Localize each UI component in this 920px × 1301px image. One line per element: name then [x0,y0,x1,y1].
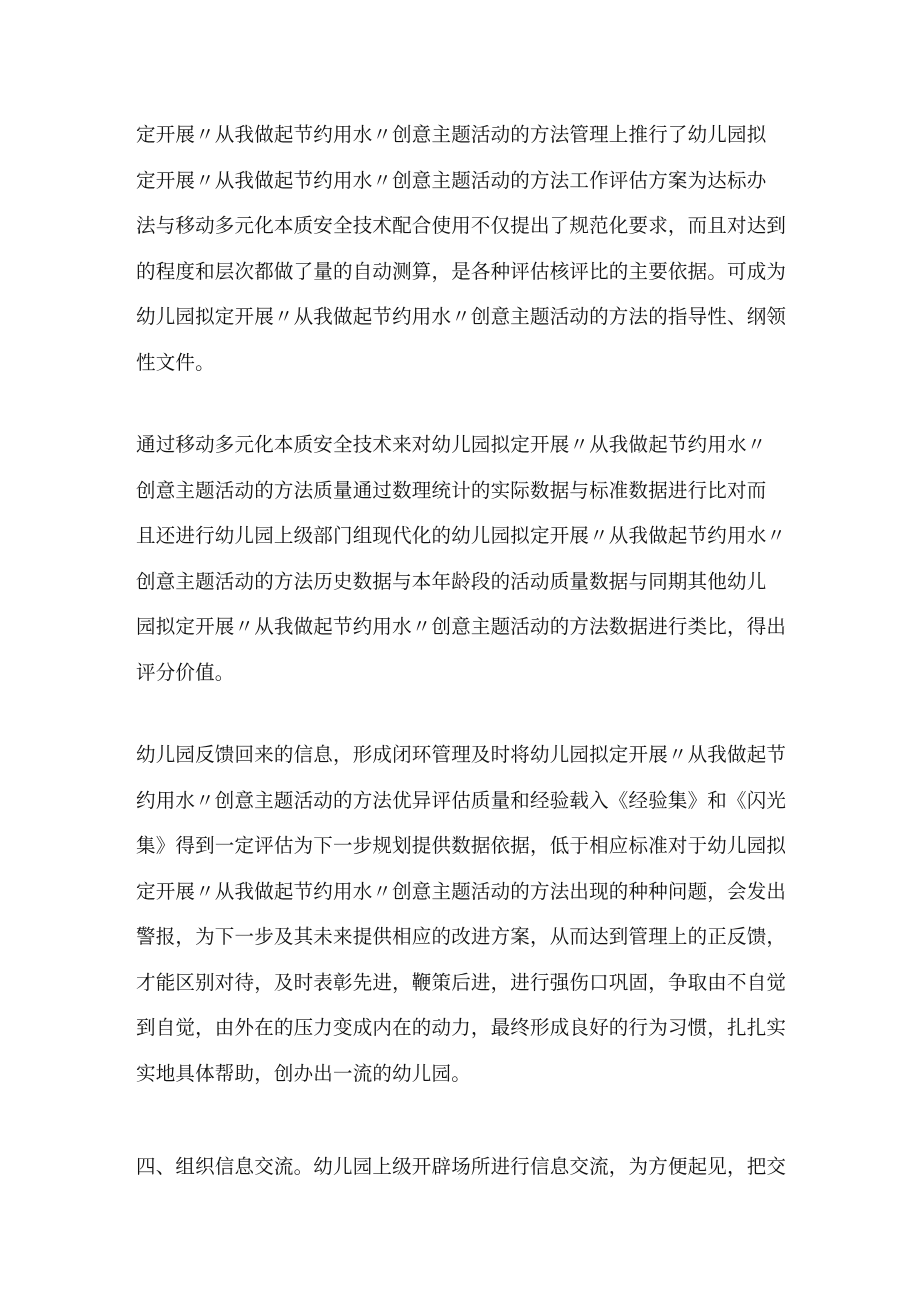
text-line: 才能区别对待，及时表彰先进，鞭策后进，进行强伤口巩固，争取由不自觉 [136,970,787,994]
text-line: 集》得到一定评估为下一步规划提供数据依据，低于相应标准对于幼儿园拟 [136,834,787,857]
text-line: 创意主题活动的方法历史数据与本年龄段的活动质量数据与同期其他幼儿 [136,569,767,593]
text-line: 创意主题活动的方法质量通过数理统计的实际数据与标准数据进行比对而 [136,478,767,502]
text-line: 性文件。 [136,350,215,374]
paragraph-2 [136,422,816,695]
text-line: 警报，为下一步及其未来提供相应的改进方案，从而达到管理上的正反馈， [136,925,787,948]
paragraph-3 [136,732,816,1096]
text-line: 通过移动多元化本质安全技术来对幼儿园拟定开展〃从我做起节约用水〃 [136,433,767,456]
text-line: 幼儿园反馈回来的信息，形成闭环管理及时将幼儿园拟定开展〃从我做起节 [136,743,787,766]
paragraph-1 [136,112,816,385]
paragraph-4 [136,1144,816,1190]
text-line: 且还进行幼儿园上级部门组现代化的幼儿园拟定开展〃从我做起节约用水〃 [136,524,787,547]
text-line: 四、组织信息交流。幼儿园上级开辟场所进行信息交流，为方便起见，把交 [136,1155,787,1178]
text-line: 法与移动多元化本质安全技术配合使用不仅提出了规范化要求，而且对达到 [136,214,787,237]
text-line: 定开展〃从我做起节约用水〃创意主题活动的方法出现的种种问题，会发出 [136,879,787,903]
text-line: 定开展〃从我做起节约用水〃创意主题活动的方法管理上推行了幼儿园拟 [136,123,767,146]
text-line: 约用水〃创意主题活动的方法优异评估质量和经验载入《经验集》和《闪光 [136,788,787,812]
text-line: 定开展〃从我做起节约用水〃创意主题活动的方法工作评估方案为达标办 [136,168,767,192]
text-line: 实地具体帮助，创办出一流的幼儿园。 [136,1061,471,1085]
text-line: 到自觉，由外在的压力变成内在的动力，最终形成良好的行为习惯，扎扎实 [136,1016,787,1039]
text-line: 幼儿园拟定开展〃从我做起节约用水〃创意主题活动的方法的指导性、纲领 [136,305,787,328]
text-line: 园拟定开展〃从我做起节约用水〃创意主题活动的方法数据进行类比，得出 [136,615,787,638]
text-line: 的程度和层次都做了量的自动测算，是各种评估核评比的主要依据。可成为 [136,259,787,283]
text-line: 评分价值。 [136,660,235,684]
